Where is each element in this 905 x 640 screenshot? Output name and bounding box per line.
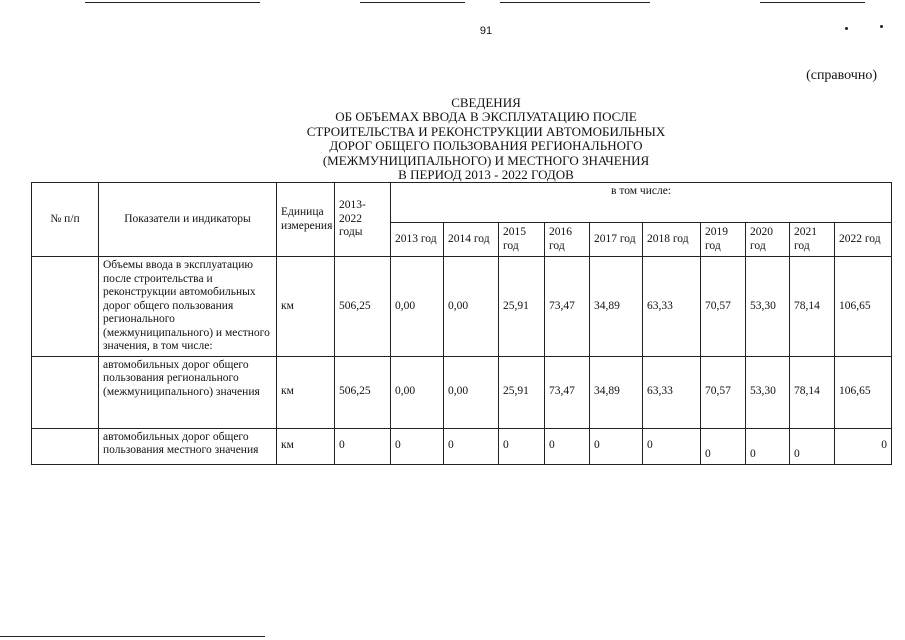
header-indicator: Показатели и индикаторы	[99, 183, 277, 257]
header-year: 2016 год	[545, 223, 590, 257]
header-year: 2014 год	[444, 223, 499, 257]
scan-edge-line	[0, 636, 265, 637]
row-value: 53,30	[746, 356, 790, 428]
row-value: 0	[444, 428, 499, 464]
row-value: 0	[391, 428, 444, 464]
row-value: 0,00	[444, 356, 499, 428]
row-value: 0	[835, 428, 892, 464]
title-line: В ПЕРИОД 2013 - 2022 ГОДОВ	[398, 167, 574, 183]
title-line: ДОРОГ ОБЩЕГО ПОЛЬЗОВАНИЯ РЕГИОНАЛЬНОГО	[329, 138, 643, 154]
row-value: 73,47	[545, 257, 590, 357]
row-value: 25,91	[499, 356, 545, 428]
row-value: 73,47	[545, 356, 590, 428]
header-year: 2015 год	[499, 223, 545, 257]
header-year: 2021 год	[790, 223, 835, 257]
row-value: 34,89	[590, 257, 643, 357]
header-including: в том числе:	[391, 183, 892, 223]
row-value: 53,30	[746, 257, 790, 357]
table-row	[32, 428, 892, 464]
row-value: 0	[590, 428, 643, 464]
page-number: 91	[479, 25, 493, 37]
row-value: 25,91	[499, 257, 545, 357]
title-line: ОБ ОБЪЕМАХ ВВОДА В ЭКСПЛУАТАЦИЮ ПОСЛЕ	[335, 109, 637, 125]
row-indicator: автомобильных дорог общего пользования местного значения	[99, 428, 277, 464]
row-value: 0,00	[444, 257, 499, 357]
row-value: 70,57	[701, 257, 746, 357]
row-total: 0	[335, 428, 391, 464]
row-num	[32, 356, 99, 428]
row-total: 506,25	[335, 356, 391, 428]
row-value: 0	[790, 428, 835, 464]
row-value: 0	[545, 428, 590, 464]
scan-edge-line	[760, 2, 865, 3]
row-indicator: автомобильных дорог общего пользования регионального (межмуниципального) значения	[99, 356, 277, 428]
row-indicator: Объемы ввода в эксплуатацию после строительства и реконструкции автомобильных дорог общего пользования регионального (межмуниципального) и местного значения, в том числе:	[99, 257, 277, 357]
header-year: 2022 год	[835, 223, 892, 257]
row-value: 0	[499, 428, 545, 464]
row-value: 78,14	[790, 356, 835, 428]
row-value: 106,65	[835, 257, 892, 357]
row-value: 70,57	[701, 356, 746, 428]
row-unit: км	[277, 356, 335, 428]
document-title	[300, 96, 672, 182]
row-value: 63,33	[643, 257, 701, 357]
data-table	[31, 182, 892, 465]
row-value: 0	[701, 428, 746, 464]
table-row	[32, 356, 892, 428]
row-value: 0,00	[391, 257, 444, 357]
title-line: СВЕДЕНИЯ	[451, 95, 521, 110]
header-year: 2017 год	[590, 223, 643, 257]
row-value: 106,65	[835, 356, 892, 428]
row-unit: км	[277, 257, 335, 357]
row-value: 0,00	[391, 356, 444, 428]
header-year: 2018 год	[643, 223, 701, 257]
title-line: СТРОИТЕЛЬСТВА И РЕКОНСТРУКЦИИ АВТОМОБИЛЬНЫХ	[306, 123, 666, 139]
scan-edge-line	[85, 2, 260, 3]
header-unit: Единица измерения	[277, 183, 335, 257]
row-num	[32, 428, 99, 464]
header-year: 2013 год	[391, 223, 444, 257]
reference-note: (справочно)	[806, 68, 877, 83]
header-year: 2019 год	[701, 223, 746, 257]
row-num	[32, 257, 99, 357]
header-num: № п/п	[32, 183, 99, 257]
header-year: 2020 год	[746, 223, 790, 257]
row-unit: км	[277, 428, 335, 464]
row-value: 0	[746, 428, 790, 464]
row-total: 506,25	[335, 257, 391, 357]
scan-edge-line	[360, 2, 465, 3]
title-line: (МЕЖМУНИЦИПАЛЬНОГО) И МЕСТНОГО ЗНАЧЕНИЯ	[322, 152, 650, 168]
header-total: 2013-2022 годы	[335, 183, 391, 257]
table-row	[32, 257, 892, 357]
row-value: 63,33	[643, 356, 701, 428]
row-value: 0	[643, 428, 701, 464]
row-value: 78,14	[790, 257, 835, 357]
scan-edge-line	[500, 2, 650, 3]
row-value: 34,89	[590, 356, 643, 428]
